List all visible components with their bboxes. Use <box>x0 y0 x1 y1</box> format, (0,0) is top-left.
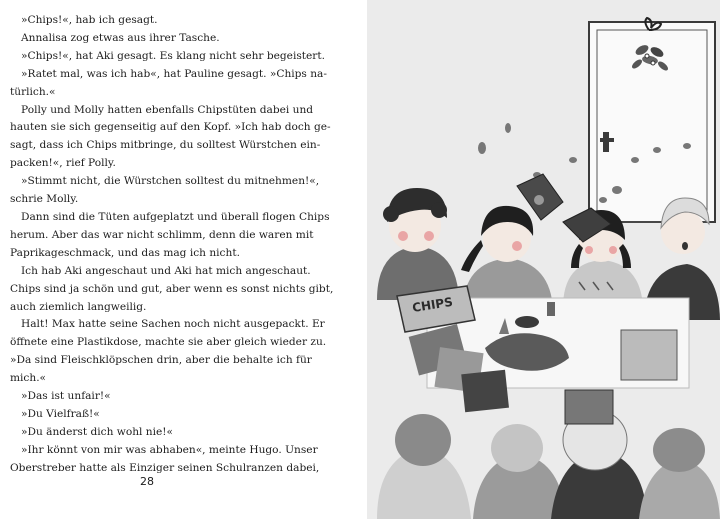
classroom-party-illustration <box>367 0 720 519</box>
text-line: öffnete eine Plastikdose, machte sie aber gleich wieder zu. <box>10 336 327 349</box>
text-line: »Du änderst dich wohl nie!« <box>21 425 174 438</box>
right-chips-bag <box>621 330 677 380</box>
text-line: schrie Molly. <box>10 193 79 206</box>
text-line: auch ziemlich langweilig. <box>10 300 147 313</box>
text-line: »Chips!«, hat Aki gesagt. Es klang nicht sehr begeistert. <box>21 49 325 62</box>
text-line: Paprikageschmack, und das mag ich nicht. <box>10 246 240 259</box>
text-line: »Das ist unfair!« <box>21 390 111 403</box>
text-line: Polly und Molly hatten ebenfalls Chipstüten dabei und <box>21 103 314 116</box>
body-text <box>10 12 334 478</box>
text-line: herum. Aber das war nicht schlimm, denn die waren mit <box>10 228 314 241</box>
text-line: »Da sind Fleischklöpschen drin, aber die behalte ich für <box>10 354 312 367</box>
held-box <box>565 390 613 424</box>
chips-bag-label: CHIPS <box>411 294 454 315</box>
text-line: sagt, dass ich Chips mitbringe, du solltest Würstchen ein- <box>10 139 321 152</box>
page-number: 28 <box>140 475 154 488</box>
text-line: packen!«, rief Polly. <box>10 157 116 170</box>
text-line: »Stimmt nicht, die Würstchen solltest du mitnehmen!«, <box>21 175 320 188</box>
text-line: Ich hab Aki angeschaut und Aki hat mich angeschaut. <box>21 264 311 277</box>
text-line: »Ihr könnt von mir was abhaben«, meinte Hugo. Unser <box>21 443 318 456</box>
text-line: Oberstreber hatte als Einziger seinen Schulranzen dabei, <box>10 461 320 474</box>
text-line: Annalisa zog etwas aus ihrer Tasche. <box>21 31 220 44</box>
illustration-page <box>367 0 720 519</box>
text-line: hauten sie sich gegenseitig auf den Kopf. »Ich hab doch ge- <box>10 121 331 134</box>
text-line: Dann sind die Tüten aufgeplatzt und überall flogen Chips <box>21 210 330 223</box>
text-line: mich.« <box>10 372 47 385</box>
text-line: »Chips!«, hab ich gesagt. <box>21 14 158 26</box>
text-line: Chips sind ja schön und gut, aber wenn es sonst nichts gibt, <box>10 282 334 295</box>
text-line: Halt! Max hatte seine Sachen noch nicht ausgepackt. Er <box>21 318 325 331</box>
text-line: türlich.« <box>10 85 56 98</box>
text-line: »Ratet mal, was ich hab«, hat Pauline gesagt. »Chips na- <box>21 67 327 80</box>
text-line: »Du Vielfraß!« <box>21 407 100 420</box>
